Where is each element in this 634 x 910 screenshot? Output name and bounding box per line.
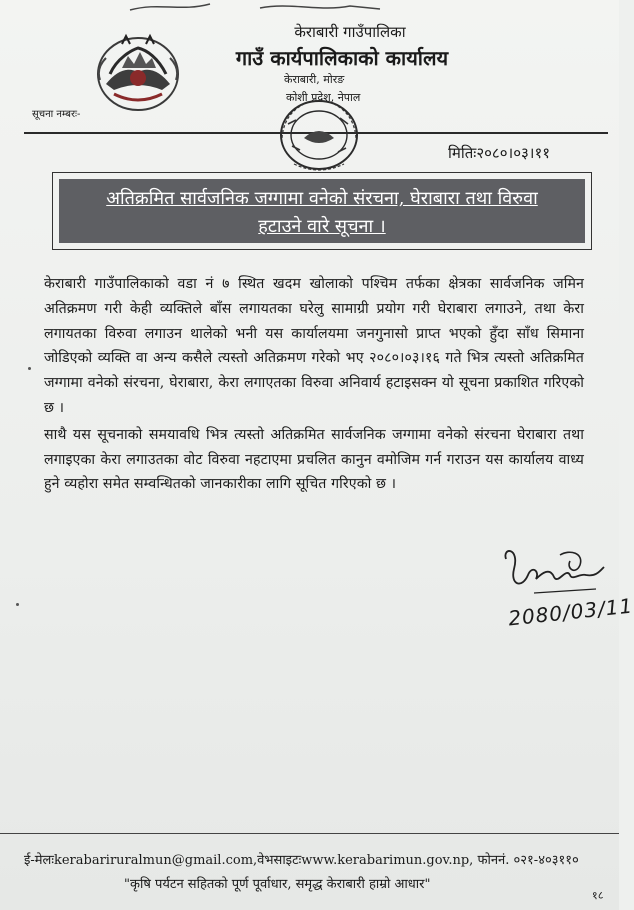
notice-title-line-2: हटाउने वारे सूचना ।	[258, 216, 386, 237]
scan-speck	[28, 367, 31, 370]
top-edge-scrawl	[120, 0, 400, 14]
scan-speck	[16, 603, 19, 606]
notice-title-box	[52, 172, 592, 250]
notice-title-line-1: अतिक्रमित सार्वजनिक जग्गामा वनेको संरचना, घेराबारा तथा विरुवा	[106, 188, 538, 209]
address-line-1: केराबारी, मोरङ	[284, 73, 345, 86]
notice-number-label: सूचना नम्बरः-	[32, 109, 81, 120]
municipality-name: केराबारी गाउँपालिका	[294, 23, 406, 41]
nepal-emblem-logo	[92, 28, 184, 114]
body-paragraph-2: साथै यस सूचनाको समयावधि भित्र त्यस्तो अतिक्रमित सार्वजनिक जग्गामा वनेको संरचना घेराबारा तथा लगाइएका केरा लगाउतका वोट विरुवा नहटाएमा प्रचलित कानुन वमोजिम गर्न गराउन यस कार्यालय वाध्य हुने व्यहोरा समेत सम्वन्धितको जानकारीका लागि सूचित गरिएको छ ।	[44, 426, 584, 493]
address-line-2: कोशी प्रदेश, नेपाल	[286, 91, 361, 104]
body-paragraph-1: केराबारी गाउँपालिकाको वडा नं ७ स्थित खदम खोलाको पश्चिम तर्फका क्षेत्रका सार्वजनिक जमिन अतिक्रमण गरी केही व्यक्तिले बाँस लगायतका घरेलु सामाग्री प्रयोग गरी घेराबारा लगाउने, तथा केरा लगायतका विरुवा लगाउन थालेको भनी यस कार्यालयमा जनगुनासो प्राप्त भएको हुँदा साँध सिमाना जोडिएको व्यक्ति वा अन्य कसैले त्यस्तो अतिक्रमण गरेको भए २०८०।०३।१६ गते भित्र त्यस्तो अतिक्रमित जग्गामा वनेको संरचना, घेराबारा, केरा लगाएतका विरुवा अनिवार्य हटाइसक्न यो सूचना प्रकाशित गरिएको छ ।	[44, 276, 584, 416]
office-seal-stamp	[274, 94, 364, 176]
notice-title-banner	[59, 179, 585, 243]
footer-divider	[0, 833, 619, 834]
page-corner-mark: १८	[591, 888, 604, 903]
office-name: गाउँ कार्यपालिकाको कार्यालय	[235, 46, 449, 70]
footer-slogan: "कृषि पर्यटन सहितको पूर्ण पूर्वाधार, समृद्ध केराबारी हाम्रो आधार"	[124, 877, 431, 892]
notice-title	[59, 185, 585, 241]
notice-date: मितिः२०८०।०३।११	[448, 144, 551, 162]
signature-date: 2080/03/11	[507, 593, 634, 631]
notice-body	[44, 272, 584, 497]
footer-contact: ई-मेलःkerabariruralmun@gmail.com,वेभसाइटःwww.kerabarimun.gov.np, फोननं. ०२१-४०३११०	[24, 853, 579, 868]
